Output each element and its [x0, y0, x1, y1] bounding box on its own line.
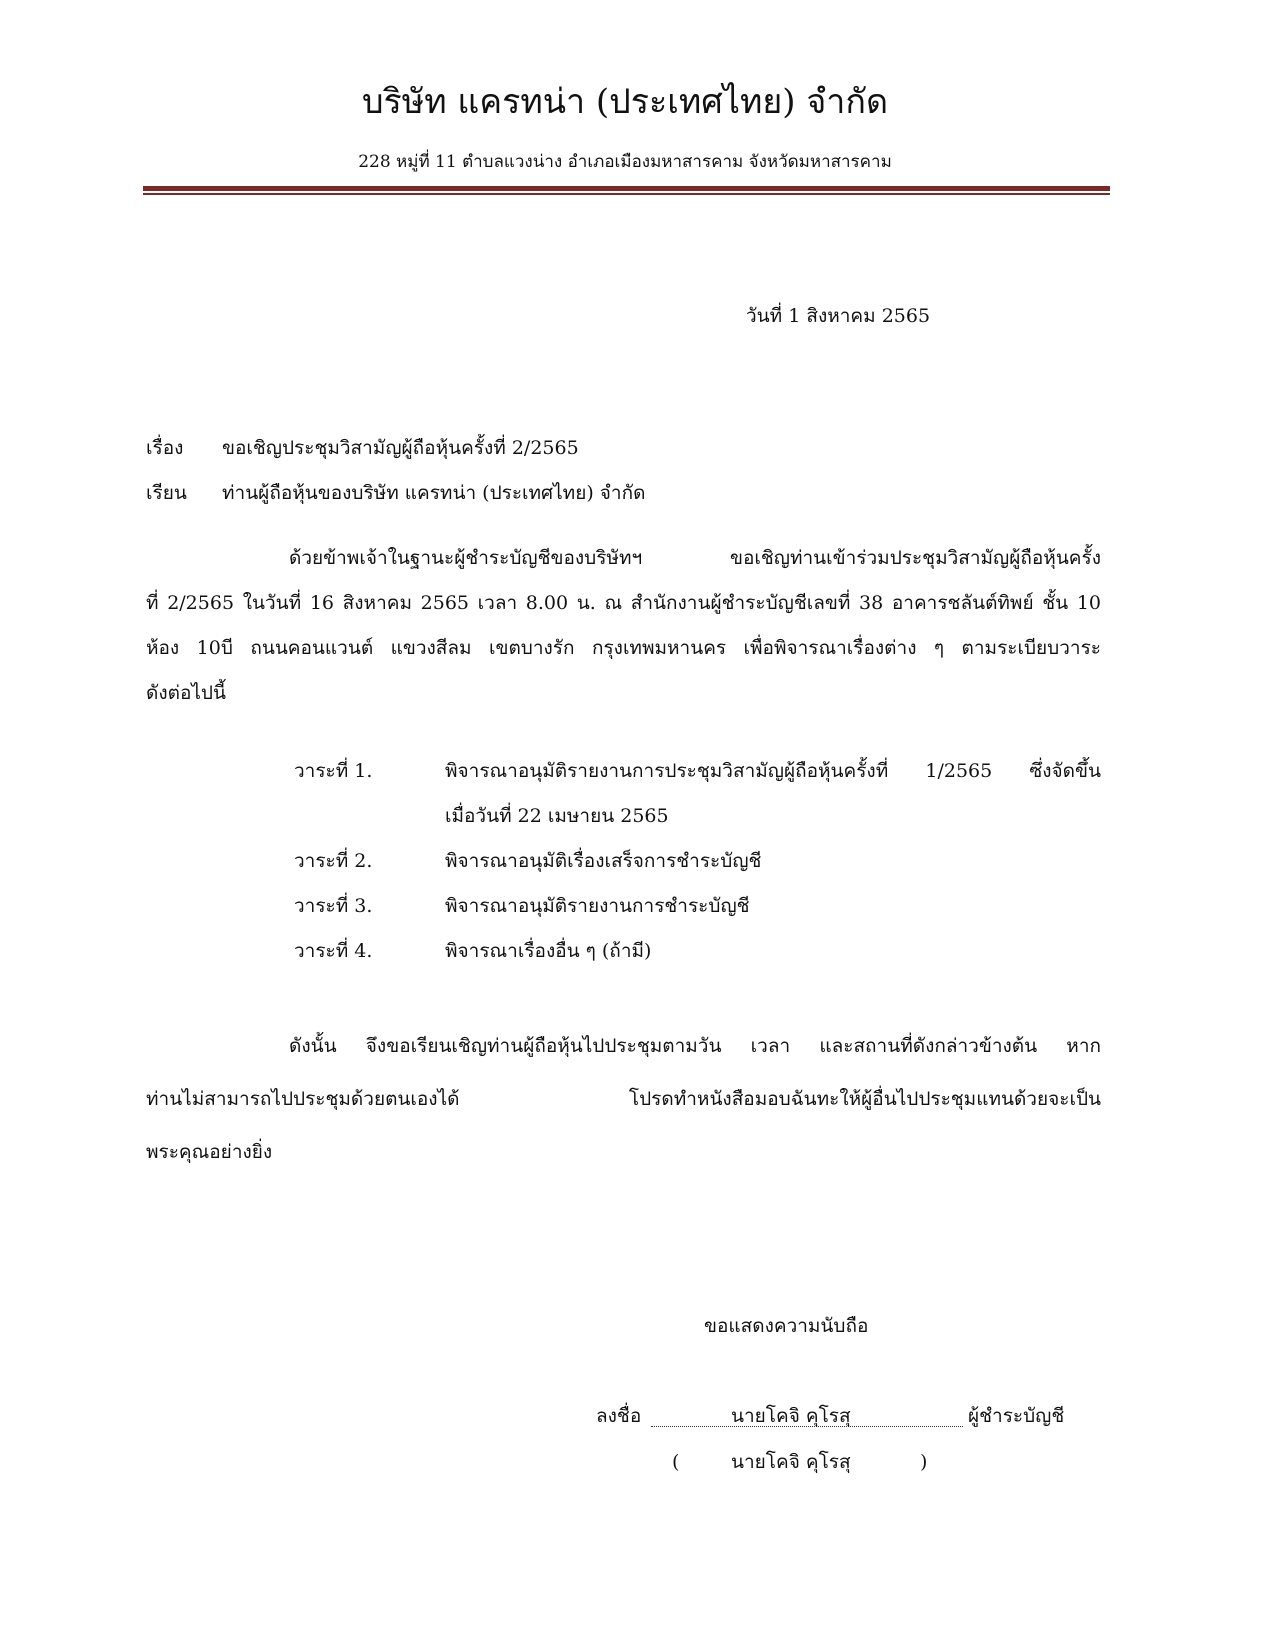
agenda-1-text-line1: พิจารณาอนุมัติรายงานการประชุมวิสามัญผู้ถือหุ้นครั้งที่ 1/2565 ซึ่งจัดขึ้น: [445, 760, 1101, 782]
printed-name: นายโคจิ คุโรสุ: [731, 1451, 851, 1473]
agenda-2-number: วาระที่ 2.: [294, 850, 373, 872]
signature-title: ผู้ชำระบัญชี: [968, 1405, 1065, 1427]
agenda-1-number: วาระที่ 1.: [294, 760, 373, 782]
agenda-2-text: พิจารณาอนุมัติเรื่องเสร็จการชำระบัญชี: [445, 850, 762, 872]
signature-name: นายโคจิ คุโรสุ: [731, 1405, 851, 1427]
agenda-4-text: พิจารณาเรื่องอื่น ๆ (ถ้ามี): [445, 940, 652, 962]
agenda-4-number: วาระที่ 4.: [294, 940, 373, 962]
closing-line-3: พระคุณอย่างยิ่ง: [146, 1141, 273, 1163]
letter-date: วันที่ 1 สิงหาคม 2565: [746, 305, 931, 327]
addressee-text: ท่านผู้ถือหุ้นของบริษัท แครทน่า (ประเทศไทย) จำกัด: [222, 482, 646, 504]
agenda-3-number: วาระที่ 3.: [294, 895, 373, 917]
addressee-label: เรียน: [146, 482, 187, 504]
complimentary-close: ขอแสดงความนับถือ: [704, 1315, 869, 1337]
intro-line-3: ห้อง 10บี ถนนคอนแวนต์ แขวงสีลม เขตบางรัก กรุงเทพมหานคร เพื่อพิจารณาเรื่องต่าง ๆ ตามระเบียบวาระ: [146, 637, 1101, 659]
closing-line-1: ดังนั้น จึงขอเรียนเชิญท่านผู้ถือหุ้นไปประชุมตามวัน เวลา และสถานที่ดังกล่าวข้างต้น หาก: [289, 1035, 1101, 1057]
letterhead-rule-thin: [143, 193, 1110, 195]
printed-name-open-paren: (: [672, 1451, 680, 1473]
company-name: บริษัท แครทน่า (ประเทศไทย) จำกัด: [361, 82, 889, 122]
intro-line-4: ดังต่อไปนี้: [146, 682, 226, 704]
intro-line-1: ด้วยข้าพเจ้าในฐานะผู้ชำระบัญชีของบริษัทฯ ขอเชิญท่านเข้าร่วมประชุมวิสามัญผู้ถือหุ้นครั้ง: [289, 547, 1101, 569]
subject-label: เรื่อง: [146, 437, 184, 459]
letterhead-rule-thick: [143, 186, 1110, 191]
agenda-3-text: พิจารณาอนุมัติรายงานการชำระบัญชี: [445, 895, 750, 917]
printed-name-close-paren: ): [920, 1451, 928, 1473]
agenda-1-text-line2: เมื่อวันที่ 22 เมษายน 2565: [445, 805, 669, 827]
signature-label: ลงชื่อ: [596, 1405, 642, 1427]
subject-text: ขอเชิญประชุมวิสามัญผู้ถือหุ้นครั้งที่ 2/2565: [222, 437, 579, 459]
company-address: 228 หมู่ที่ 11 ตำบลแวงน่าง อำเภอเมืองมหาสารคาม จังหวัดมหาสารคาม: [358, 152, 892, 172]
intro-line-2: ที่ 2/2565 ในวันที่ 16 สิงหาคม 2565 เวลา 8.00 น. ณ สำนักงานผู้ชำระบัญชีเลขที่ 38 อาคารชลันต์ทิพย์ ชั้น 10: [146, 592, 1101, 614]
closing-line-2: ท่านไม่สามารถไปประชุมด้วยตนเองได้ โปรดทำหนังสือมอบฉันทะให้ผู้อื่นไปประชุมแทนด้วยจะเป็น: [146, 1088, 1101, 1110]
